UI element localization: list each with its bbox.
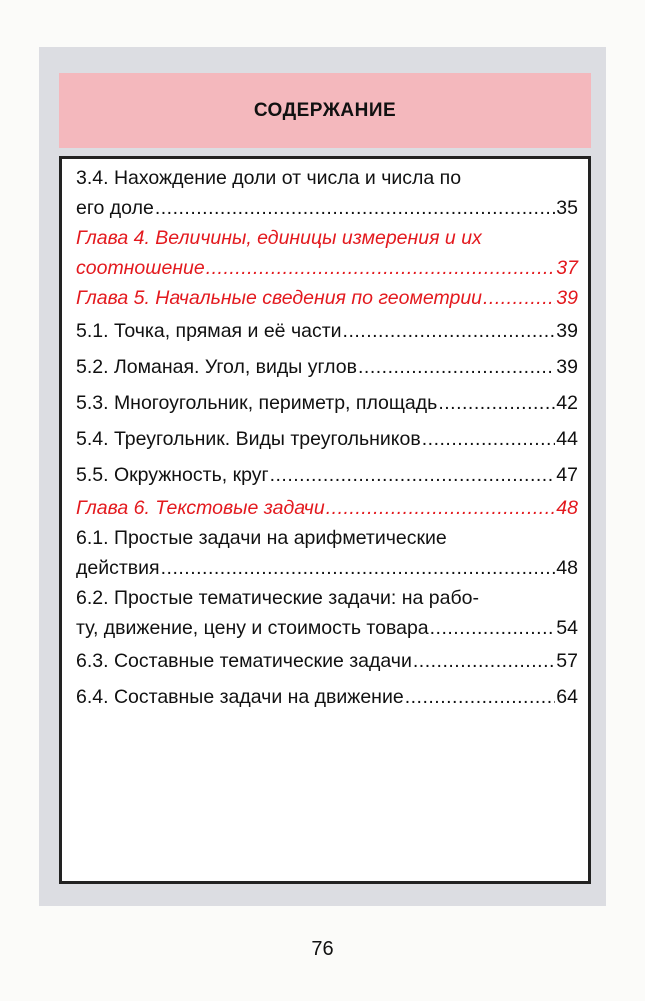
- leader-dots: [413, 643, 555, 679]
- toc-entry-6-1[interactable]: [76, 523, 578, 583]
- toc-page-number: 39: [556, 320, 578, 342]
- leader-dots: [358, 349, 555, 385]
- toc-entry-text: 6.3. Составные тематические задачи: [76, 650, 412, 672]
- leader-dots: [326, 493, 556, 523]
- leader-dots: [438, 385, 555, 421]
- toc-entry-text: 5.2. Ломаная. Угол, виды углов: [76, 356, 357, 378]
- contents-box: [59, 156, 591, 884]
- toc-entry-text: Глава 5. Начальные сведения по геометрии: [76, 287, 483, 309]
- toc-entry-text: его доле: [76, 197, 154, 219]
- leader-dots: [270, 457, 556, 493]
- leader-dots: [405, 679, 556, 715]
- toc-page-number: 35: [556, 197, 578, 219]
- leader-dots: [155, 193, 555, 223]
- toc-entry-text: 3.4. Нахождение доли от числа и числа по: [76, 167, 462, 189]
- toc-entry-text: 6.4. Составные задачи на движение: [76, 686, 404, 708]
- toc-entry-text: 6.2. Простые тематические задачи: на рабо-: [76, 587, 479, 609]
- toc-entry-6-4[interactable]: [76, 679, 578, 715]
- leader-dots: [343, 313, 556, 349]
- toc-entry-5-3[interactable]: [76, 385, 578, 421]
- toc-chapter-6[interactable]: [76, 493, 578, 523]
- page-number: 76: [311, 938, 334, 960]
- toc-page-number: 48: [556, 497, 578, 519]
- toc-entry-5-4[interactable]: [76, 421, 578, 457]
- toc-entry-text: ту, движение, цену и стоимость товара: [76, 617, 429, 639]
- leader-dots: [430, 613, 556, 643]
- toc-page-number: 48: [556, 557, 578, 579]
- toc-page-number: 44: [556, 428, 578, 450]
- toc-entry-text: 5.1. Точка, прямая и её части: [76, 320, 342, 342]
- contents-list: [76, 163, 578, 715]
- leader-dots: [161, 553, 556, 583]
- toc-page-number: 57: [556, 650, 578, 672]
- toc-entry-text: действия: [76, 557, 160, 579]
- toc-entry-5-2[interactable]: [76, 349, 578, 385]
- toc-entry-6-2[interactable]: [76, 583, 578, 643]
- toc-chapter-4[interactable]: [76, 223, 578, 283]
- toc-entry-text: 5.5. Окружность, круг: [76, 464, 269, 486]
- toc-page-number: 54: [556, 617, 578, 639]
- leader-dots: [483, 283, 555, 313]
- toc-entry-text: соотношение: [76, 257, 205, 279]
- contents-title: СОДЕРЖАНИЕ: [253, 99, 397, 121]
- leader-dots: [206, 253, 556, 283]
- toc-page-number: 39: [556, 287, 578, 309]
- toc-page-number: 47: [556, 464, 578, 486]
- toc-entry-text: 5.3. Многоугольник, периметр, площадь: [76, 392, 438, 414]
- toc-page-number: 42: [556, 392, 578, 414]
- toc-page-number: 37: [556, 257, 578, 279]
- toc-entry-5-1[interactable]: [76, 313, 578, 349]
- toc-page-number: 39: [556, 356, 578, 378]
- leader-dots: [422, 421, 556, 457]
- toc-entry-text: 5.4. Треугольник. Виды треугольников: [76, 428, 421, 450]
- toc-entry-5-5[interactable]: [76, 457, 578, 493]
- toc-entry-text: 6.1. Простые задачи на арифметические: [76, 527, 447, 549]
- toc-entry-3-4[interactable]: [76, 163, 578, 223]
- toc-entry-text: Глава 4. Величины, единицы измерения и их: [76, 227, 482, 249]
- toc-page-number: 64: [556, 686, 578, 708]
- toc-chapter-5[interactable]: [76, 283, 578, 313]
- toc-entry-text: Глава 6. Текстовые задачи: [76, 497, 325, 519]
- toc-entry-6-3[interactable]: [76, 643, 578, 679]
